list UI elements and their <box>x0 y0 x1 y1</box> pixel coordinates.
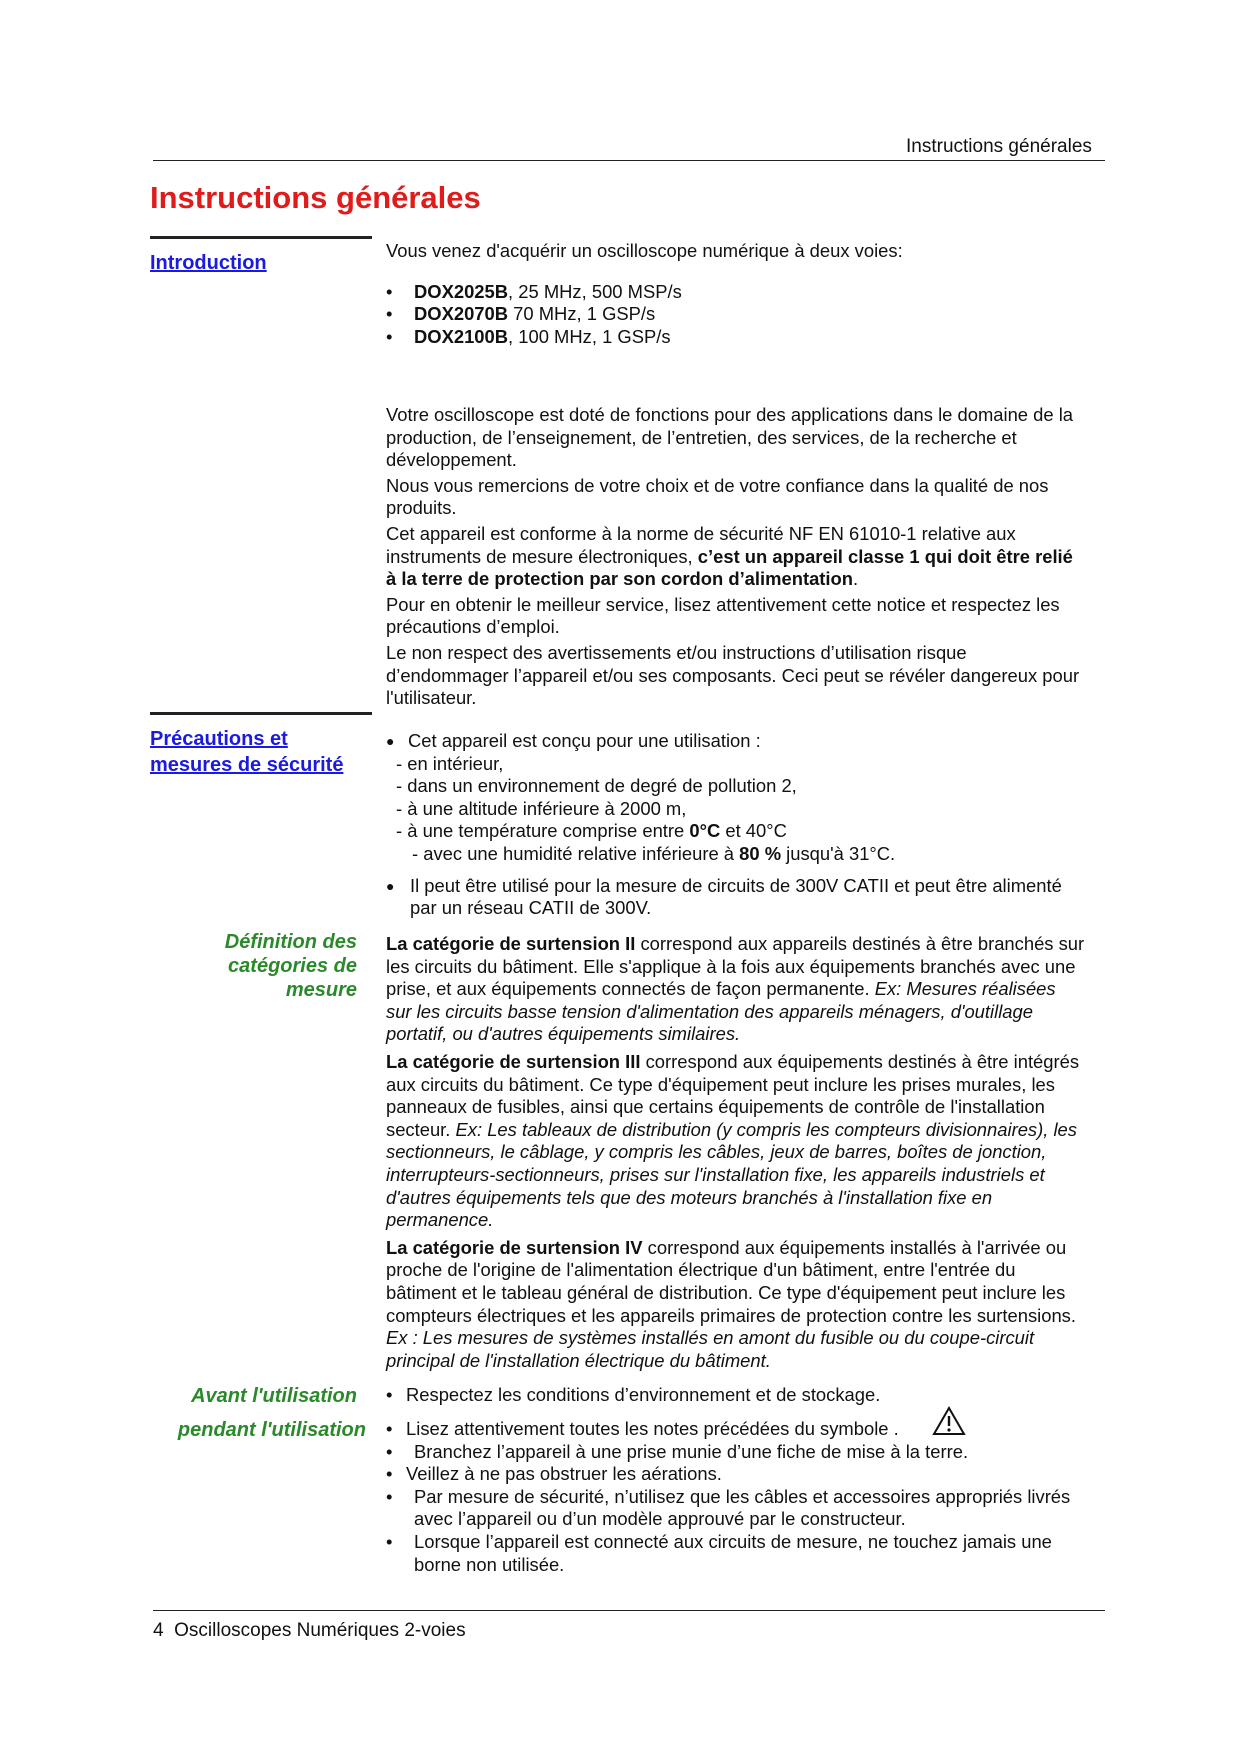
intro-paragraphs <box>386 404 1086 710</box>
section-rule-intro <box>150 236 372 239</box>
condition-item: - à une température comprise entre 0°C et 40°C <box>396 820 787 842</box>
list-item: • DOX2070B 70 MHz, 1 GSP/s <box>386 303 1086 326</box>
condition-item: - à une altitude inférieure à 2000 m, <box>396 797 687 819</box>
model-list <box>386 281 1086 349</box>
list-item: ● Cet appareil est conçu pour une utilisation : <box>386 730 1086 753</box>
list-item: • Lorsque l’appareil est connecté aux circuits de mesure, ne touchez jamais une borne non utilisée. <box>386 1531 1086 1576</box>
list-item: • Respectez les conditions d’environnement et de stockage. <box>386 1384 1086 1407</box>
list-item: • Lisez attentivement toutes les notes précédées du symbole . <box>386 1418 1086 1441</box>
category-ii: La catégorie de surtension II correspond aux appareils destinés à être branchés sur les circuits du bâtiment. Elle s'applique à la fois aux équipements branchés avec une prise, et aux équipements connectés de façon permanente. Ex: Mesures réalisées sur les circuits basse tension d'alimentation des appareils ménagers, d'outillage portatif, ou d'autres équipements similaires. <box>386 933 1085 1045</box>
intro-body <box>386 240 1086 348</box>
category-iv: La catégorie de surtension IV correspond aux équipements installés à l'arrivée ou proche de l'origine de l'alimentation électrique d'un bâtiment, entre l'entrée du bâtiment et le tableau général de distribution. Ce type d'équipement peut inclure les compteurs électriques et les appareils primaires de protection contre les surtensions. Ex : Les mesures de systèmes installés en amont du fusible ou du coupe-circuit principal de l'installation électrique du bâtiment. <box>386 1236 1076 1371</box>
conditions-list <box>386 753 1086 866</box>
page-title: Instructions générales <box>150 180 481 215</box>
safety-body <box>386 730 1086 920</box>
header-rule <box>153 160 1105 161</box>
list-item: • Branchez l’appareil à une prise munie d’une fiche de mise à la terre. <box>386 1441 1086 1464</box>
during-use-heading: pendant l'utilisation <box>177 1419 366 1441</box>
list-item: • Par mesure de sécurité, n’utilisez que les câbles et accessoires appropriés livrés avec l’appareil ou d’un modèle approuvé par le constructeur. <box>386 1486 1086 1531</box>
during-use-body <box>386 1418 1086 1576</box>
intro-paragraph: Nous vous remercions de votre choix et de votre confiance dans la qualité de nos produits. <box>386 474 1049 519</box>
intro-paragraph: Cet appareil est conforme à la norme de sécurité NF EN 61010-1 relative aux instruments de mesure électroniques, c’est un appareil classe 1 qui doit être relié à la terre de protection par son cordon d’alimentation. <box>386 522 1073 590</box>
footer-title: Oscilloscopes Numériques 2-voies <box>174 1620 466 1641</box>
categories-body <box>386 933 1086 1372</box>
condition-item: - dans un environnement de degré de pollution 2, <box>396 775 797 797</box>
warning-triangle-icon <box>932 1406 966 1442</box>
condition-item: - en intérieur, <box>396 752 504 774</box>
list-item: • Veillez à ne pas obstruer les aérations. <box>386 1463 1086 1486</box>
page-number: 4 <box>153 1620 164 1641</box>
intro-paragraph: Le non respect des avertissements et/ou instructions d’utilisation risque d’endommager l’appareil et/ou ses composants. Ceci peut se révéler dangereux pour l'utilisateur. <box>386 641 1080 709</box>
list-item: • DOX2100B, 100 MHz, 1 GSP/s <box>386 326 1086 349</box>
running-header: Instructions générales <box>906 136 1092 157</box>
intro-paragraph: Votre oscilloscope est doté de fonctions pour des applications dans le domaine de la production, de l’enseignement, de l’entretien, des services, de la recherche et développement. <box>386 404 1074 471</box>
before-use-body <box>386 1384 1086 1407</box>
footer-rule <box>153 1610 1105 1611</box>
category-iii: La catégorie de surtension III correspond aux équipements destinés à être intégrés aux circuits du bâtiment. Ce type d'équipement peut inclure les prises murales, les panneaux de fusibles, ainsi que certains équipements de contrôle de l'installation secteur. Ex: Les tableaux de distribution (y compris les compteurs divisionnaires), les sectionneurs, le câblage, y compris les câbles, jeux de barres, boîtes de jonction, interrupteurs-sectionneurs, prises sur l'installation fixe, les appareils industriels et d'autres équipements tels que des moteurs branchés à l'installation fixe en permanence. <box>386 1050 1080 1231</box>
list-item: ● Il peut être utilisé pour la mesure de circuits de 300V CATII et peut être alimenté par un réseau CATII de 300V. <box>386 875 1086 920</box>
categories-heading: Définition des catégories de mesure <box>224 931 357 1001</box>
footer <box>153 1620 466 1642</box>
condition-item: - avec une humidité relative inférieure à 80 % jusqu'à 31°C. <box>412 842 896 864</box>
list-item: • DOX2025B, 25 MHz, 500 MSP/s <box>386 281 1086 304</box>
intro-heading[interactable]: Introduction <box>150 252 267 274</box>
safety-heading[interactable]: Précautions et mesures de sécurité <box>150 728 344 776</box>
before-use-heading: Avant l'utilisation <box>191 1385 357 1407</box>
section-rule-safety <box>150 712 372 715</box>
intro-lead: Vous venez d'acquérir un oscilloscope numérique à deux voies: <box>386 240 903 261</box>
intro-paragraph: Pour en obtenir le meilleur service, lisez attentivement cette notice et respectez les précautions d’emploi. <box>386 593 1060 638</box>
